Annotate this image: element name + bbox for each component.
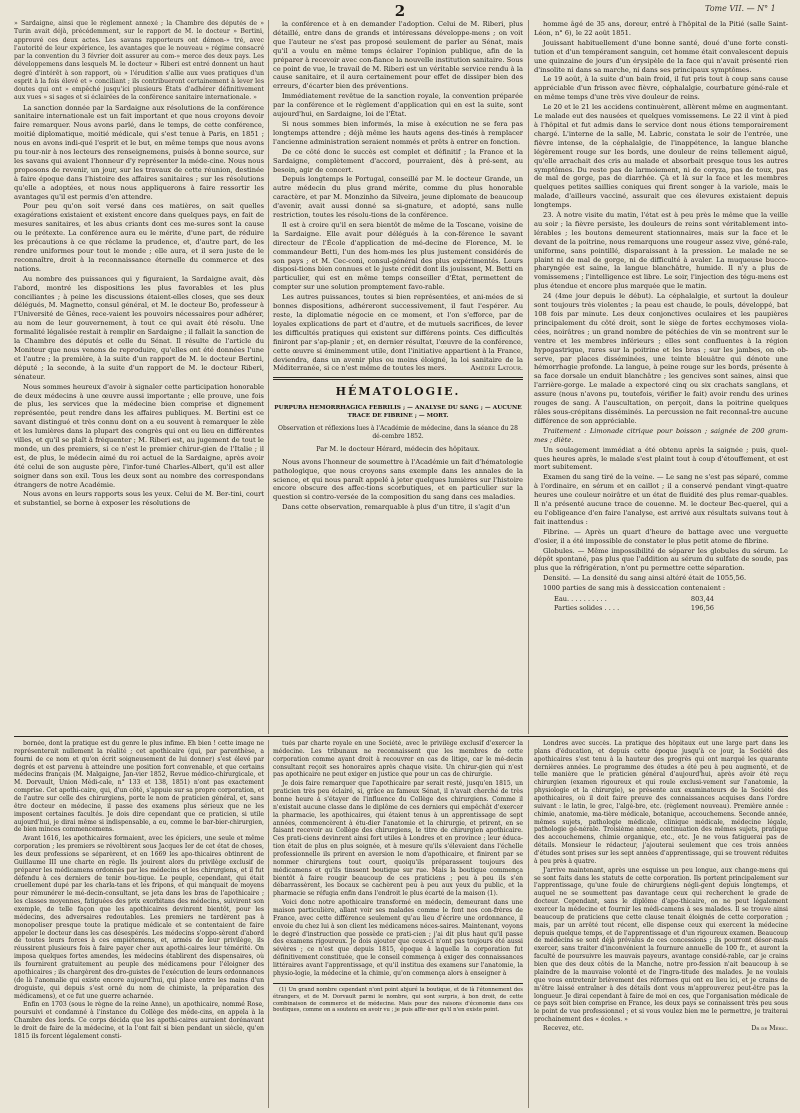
author-signature: Amédée Latour. bbox=[470, 364, 523, 373]
paragraph: la conférence et à en demander l'adoption. Celui de M. Riberi, plus détaillé, entre dans de grands et intéressans développe-mens ; on voit que l'auteur ne s'est pas proposé seulement de parler au Sénat, mais qu'il a voulu en même temps éclairer l'opinion publique, afin de la préparer à recevoir avec con-fiance la nouvelle institution sanitaire. Sous ce point de vue, le travail de M. Riberi est un véritable service rendu à la cause sanitaire, et il aura certainement pour effet de dissiper bien des erreurs, d'écarter bien des préventions. bbox=[273, 20, 523, 91]
composition-table bbox=[554, 595, 714, 613]
quoted-text bbox=[14, 20, 264, 103]
column-rule bbox=[268, 20, 269, 734]
paragraph: Globules. — Même impossibilité de séparer les globules du sérum. Le dépôt spontané, pas plus que l'addition au sérum du sulfate de soude, pas plus que la réfrigération, n'ont pu permettre cette séparation. bbox=[534, 546, 788, 573]
paragraph: Immédiatement revêtue de la sanction royale, la convention préparée par la conférence et le règlement d'application qui en est la suite, sont aujourd'hui, en Sardaigne, loi de l'État. bbox=[273, 92, 523, 119]
paragraph: Dans cette observation, remarquable à plus d'un titre, il s'agit d'un bbox=[282, 503, 511, 512]
paragraph: Fibrine. — Après un quart d'heure de battage avec une verguette d'osier, il a été impossible de constater le plus petit atome de fibrine. bbox=[534, 527, 788, 545]
paragraph: Voici donc notre apothicaire transformé en médecin, demeurant dans une maison particulière, allant voir ses malades comme le font nos con-frères de France, avec cette différence seulement qu'au lieu d'écrire une ordonnance, il envoie du chez lui à son client les médicamens néces-saires. Maintenant, voyons le degré d'instruction que possède ce prati-cien ; j'ai dit plus haut qu'il passe des examens rigoureux. Je dois ajouter que ceux-ci n'ont pas toujours été aussi sévères ; ce n'est que depuis 1815, époque à laquelle la corporation fut définitivement constituée, que le conseil commença à exiger des connaissances littéraires avant l'apprentissage, et qu'il institua des examens sur l'anatomie, la physio-logie, la médecine et la chimie, qu'on commença alors à enseigner à bbox=[273, 899, 523, 977]
paragraph: 1000 parties de sang mis à dessiccation contenaient : bbox=[543, 584, 726, 593]
paragraph: Examen du sang tiré de la veine. — Le sang ne s'est pas séparé, comme à l'ordinaire, en sérum et en caillot ; il a conservé pendant vingt-quatre heures une couleur noirâtre et un état de fluidité des plus remar-quables. Il n'a présenté aucune trace de couenne. M. le docteur Bec-querel, qui a eu l'obligeance d'en faire l'analyse, est arrivé aux résultats suivans tout à fait inattendus : bbox=[534, 473, 788, 526]
paragraph: De ce côté donc le succès est complet et définitif ; la France et la Sardaigne, complètement d'accord, pourraient, dès à pré-sent, au besoin, agir de concert. bbox=[273, 147, 523, 174]
paragraph bbox=[273, 293, 523, 373]
section-rule bbox=[273, 377, 523, 380]
paragraph: Traitement : Limonade citrique pour boisson ; saignée de 200 gram-mes ; diète. bbox=[534, 426, 788, 444]
footnote-text: (1) Un grand nombre cependant n'ont point abjuré la boutique, et de là l'étonnement des étrangers, et de M. Dorvault parmi le nombre, qui sont surpris, à bon droit, de cette combinaison de commerce et de médecine. Mais pour des raisons d'économie dans ces boutiques, comme on a soutenu en avoir vu ; je puis affir-mer qu'il n'en existe point. bbox=[273, 986, 523, 1014]
column-rule bbox=[528, 740, 529, 1108]
section-subtitle: PURPURA HEMORRHAGICA FEBRILIS ; — ANALYSE DU SANG ; — AUCUNE TRACE DE FIBRINE ; — MORT. bbox=[274, 404, 522, 420]
paragraph: Avant 1616, les apothicaires formaient, avec les épiciers, une seule et même corporation ; les premiers se révoltèrent sous Jacques Ier de cet état de choses, les deux professions se séparèrent, et en 1669 les apo-thicaires obtinrent de Guillaume III une charte en règle. Ils jouirent alors du privilège exclusif de préparer les médicamens ordonnés par les médecins et les chirurgiens, et il fut défendu à ces derniers de tenir bou-tique. Le peuple, cependant, qui était cruellement dupé par les charla-tans et les fripons, et qui manquait de moyens pour rémunérer le mé-decin-consultant, se jeta dans les bras de l'apothicaire ; les classes moyennes, fatiguées des prix exorbitans des médecins, suivirent son exemple, de telle façon que les apothicaires devinrent bientôt, pour les médecins, des adversaires redoutables. Les premiers ne tardèrent pas à monopoliser presque toute la pratique médicale et se contentaient de faire appeler le docteur dans les cas désespérés. Les médecins s'oppo-sèrent d'abord de toutes leurs forces à ces empiètemens, et, armés de leur privilège, ils réussirent plusieurs fois à faire payer cher aux apothi-caires leur témérité. On imposa quelques fortes amendes, les médecins établirent des dispensaires, où ils fournirent gratuitement au peuple des médicamens pour l'éloigner des apothicaires ; ils chargèrent des dro-guistes de l'exécution de leurs ordonnances (de là l'anomalie qui existe encore aujourd'hui, qui place entre les mains d'un droguiste, qui depuis s'est orné du nom de chimiste, la préparation des médicamens), et ce fut une guerre acharnée. bbox=[14, 835, 264, 1000]
paragraph: 23. À notre visite du matin, l'état est à peu près le même que la veille au soir ; la fièvre persiste, les douleurs de reins sont véritablement into-lérables ; les boutons demeurent stationnaires, mais sur la face et le devant de la poitrine, nous remarquons une rougeur assez vive, géné-rale, uniforme, sans pointillé, disparaissant à la pression. Le malade ne se plaint ni de mal de gorge, ni de difficulté à avaler. La muqueuse bucco-pharyngée est saine, la langue blanchâtre, humide. Il n'y a plus de vomissemens ; l'intelligence est libre. Le soir, l'injection des tégu-mens est plus étendue et encore plus marquée que le matin. bbox=[534, 211, 788, 291]
table-value: 803,44 bbox=[690, 595, 714, 604]
paragraph: Le 20 et le 21 les accidens continuèrent, allèrent même en augmentant. Le malade eut des nausées et quelques vomissemens. Le 22 il vint à pied à l'hôpital et fut admis dans le service dont nous étions temporairement chargé. L'interne de la salle, M. Labric, constata le soir de l'entrée, une fièvre intense, de la céphalalgie, de l'inappétence, la langue blanche légèrement rouge sur les bords, une douleur de reins tellement aiguë, qu'elle arrachait des cris au malade et absorbait presque tous les autres symptômes. Du reste pas de larmoiement, ni de coryza, pas de toux, pas de mal de gorge, pas de diarrhée. Çà et là sur la face et les membres quelques petites saillies coniques qui firent songer à la variole, mais le malade, d'ailleurs vacciné, assurait que ces élevures existaient depuis longtemps. bbox=[534, 103, 788, 210]
footnote bbox=[273, 983, 523, 1015]
paragraph: 24 (4me jour depuis le début). La céphalalgie, et surtout la douleur sont toujours très violentes ; la peau est chaude, le pouls, développé, bat 108 fois par minute. Les deux conjonctives oculaires et les paupières principalement du côté droit, sont le siège de fortes ecchymoses viola-cées, noirâtres ; un grand nombre de pétéchies de vin se montrent sur le ventre et les membres inférieurs ; elles sont confluentes à la région hypogastrique, rares sur la poitrine et les bras ; sur les jambes, on ob-serve, par places disséminées, une teinte bleuâtre qui dénote une hémorrhagie profonde. La langue, à peine rouge sur les bords, présente à sa face dorsale un enduit blanchâtre ; les gencives sont saines, ainsi que l'arrière-gorge. Le malade a expectoré cinq ou six crachats sanglans, et assure (nous n'avons pu, toutefois, vérifier le fait) avoir rendu des urines rouges de sang. À l'auscultation, on perçoit, dans la poitrine quelques râles sous-crépitans disséminés. La percussion ne fait reconnaî-tre aucune différence de son appréciable. bbox=[534, 292, 788, 425]
paragraph: Depuis longtemps le Portugal, conseillé par M. le docteur Grande, un autre médecin du plus grand mérite, comme du plus honorable caractère, et par M. Monzinho da Silveira, jeune diplomate de beaucoup d'avenir, avait aussi donné sa si-gnature, et adopté, sans nulle restriction, toutes les résolu-tions de la conférence. bbox=[273, 175, 523, 220]
table-value: 196,56 bbox=[690, 603, 714, 612]
paragraph: Enfin en 1703 (sous le règne de la reine Anne), un apothicaire, nommé Rose, poursuivi et condamné à l'instance du Collège des méde-cins, en appela à la Chambre des lords. Ce corps décida que les apothi-caires auraient dorénavant le droit de faire de la médecine, et la l'ont fait si bien pendant un siècle, qu'en 1815 ils forcent légalement consti- bbox=[14, 1001, 264, 1040]
section-note: Observation et réflexions lues à l'Académie de médecine, dans la séance du 28 dé-cembre 1852. bbox=[278, 424, 518, 440]
table-label: Eau. . . . . . . . . . bbox=[554, 595, 607, 604]
author-signature: Dr de Méric. bbox=[751, 1024, 788, 1032]
paragraph: Le 19 août, à la suite d'un bain froid, il fut pris tout à coup sans cause appréciable d'un frisson avec fièvre, céphalalgie, courbature géné-rale et en même temps d'une très vive douleur de reins. bbox=[534, 75, 788, 102]
table-row bbox=[554, 604, 714, 613]
paragraph: Jouissant habituellement d'une bonne santé, doué d'une forte consti-tution et d'un tempérament sanguin, cet homme était convalescent depuis une quinzaine de jours d'un érysipèle de la face qui n'avait présenté rien d'insolite ni dans sa marche, ni dans ses principaux symptômes. bbox=[534, 38, 788, 74]
section-author: Par M. le docteur Hérard, médecin des hôpitaux. bbox=[316, 444, 480, 453]
table-row bbox=[554, 595, 714, 604]
paragraph: Nous avons l'honneur de soumettre à l'Académie un fait d'hématologie pathologique, que nous croyons sans exemple dans les annales de la science, et qui nous paraît appelé à jeter quelques lumières sur l'histoire encore obscure des affec-tions scorbutiques, et en particulier sur la question si contro-versée de la composition du sang dans ces maladies. bbox=[273, 457, 523, 502]
paragraph: Un soulagement immédiat a été obtenu après la saignée ; puis, quel-ques heures après, le malade s'est plaint tout à coup d'étouffement, et est mort subitement. bbox=[534, 445, 788, 472]
paragraph: Si nous sommes bien informés, la mise à exécution ne se fera pas longtemps attendre ; déjà même les hauts agens des-tinés à remplacer l'ancienne administration seraient nommés et prêts à entrer en fonction. bbox=[273, 119, 523, 146]
column-3 bbox=[534, 20, 788, 734]
paragraph: Au nombre des puissances qui y figuraient, la Sardaigne avait, dès l'abord, montré les dispositions les plus favorables et les plus conciliantes ; à peine les discussions étaient-elles closes, que ses deux délégués, M. Magnetto, consul général, et M. le docteur Bo, professeur à l'Université de Gênes, rece-vaient les pouvoirs nécessaires pour adhérer, au nom de leur gouvernement, à tout ce qui avait été résolu. Une formalité légalisée restait à remplir en Sardaigne ; il fallait la sanction de la Chambre des députés et celle du Sénat. Il résulte de l'article du Moniteur que nous venons de reproduire, qu'elles ont été données l'une et l'autre ; la première, à la suite d'un rapport de M. le docteur Bertini, député ; la seconde, à la suite d'un rapport de M. le docteur Riberi, sénateur. bbox=[14, 274, 264, 381]
paragraph: bornée, dont la pratique est du genre le plus infime. Eh bien ! cette image ne représenterait nullement la réalité ; cet apothicaire (qui, par parenthèse, a fourni de ce nom et qu'on écrit soigneusement de lui donner) s'est élevé par degrés et est parvenu à atteindre une position fort convenable, et que certains médecins français (M. Malgaigne, Jan-vier 1852, Revue médico-chirurgicale, et M. Dorvault, Union Médi-cale, n° 133 et 138, 1851) n'ont pas exactement comprise. Cet apothi-caire, qui, d'un côté, s'appuie sur sa propre corporation, et de l'autre sur celle des chirurgiens, porte le nom de praticien général, et, sans être docteur en médecine, il passe des examens plus sérieux que ne les imposent certaines facultés. Je dois dire cependant que ce praticien, si utile aujourd'hui, je dirai même si indispensable, a eu, comme le bar-bier-chirurgien, de bien minces commencemens. bbox=[14, 740, 264, 834]
quote-paragraph: » Sardaigne, ainsi que le règlement annexé ; la Chambre des députés de » Turin avait déjà, précédemment, sur le rapport de M. le docteur » Bertini, approuvé ces deux actes. Les savans rapporteurs ont démon-» tré, avec l'autorité de leur expérience, les avantages que le nouveau » régime consacré par la convention du 3 février doit assurer au com-» merce des deux pays. Les développemens dans lesquels M. le docteur » Riberi est entré donnent un haut degré d'intérêt à son rapport, où » l'érudition s'allie aux vues pratiques d'un esprit à la fois élevé et » conciliant ; ils contribueront certainement à lever les doutes qui ont » empêché jusqu'ici plusieurs États d'adhérer définitivement aux vues » si sages et si éclairées de la conférence sanitaire internationale. » bbox=[14, 20, 264, 102]
closing-line bbox=[534, 1025, 788, 1033]
running-header: Tome VII. — N° 1 bbox=[705, 4, 776, 13]
page-number: 2 bbox=[394, 2, 406, 20]
column-rule bbox=[268, 740, 269, 1108]
feuilleton-column-1 bbox=[14, 740, 264, 1108]
paragraph: Densité. — La densité du sang ainsi altéré était de 1055,56. bbox=[543, 574, 747, 583]
paragraph: Il est à croire qu'il en sera bientôt de même de la Toscane, voisine de la Sardaigne. Elle avait pour délégués à la con-férence le savant directeur de l'École d'application de mé-decine de Florence, M. le commandeur Betti, l'un des hom-mes les plus justement considérés de son pays ; et M. Cec-coni, consul-général des plus expérimentés. Leurs disposi-tions bien connues et le juste crédit dont ils jouissent, M. Betti en particulier, qui est en même temps conseiller d'État, permettent de compter sur une solution promptement favo-rable. bbox=[273, 220, 523, 292]
paragraph-text: Les autres puissances, toutes si bien représentées, et ani-mées de si bonnes dispositions, adhéreront successivement, il faut l'espérer. Au reste, la diplomatie négocie en ce moment, et l'on s'efforce, par de loyales explications de part et d'autre, et de mutuels sacrifices, de lever les difficultés pratiques qui existent sur différens points. Ces difficultés finiront par s'ap-planir ; et, en dernier résultat, l'œuvre de la conférence, cette œuvre si éminemment utile, dont l'initiative appartient à la France, deviendra, dans un avenir plus ou moins éloigné, la loi sanitaire de la Méditerranée, si ce n'est même de toutes les mers. bbox=[273, 293, 523, 373]
feuilleton-column-3 bbox=[534, 740, 788, 1108]
feuilleton-divider bbox=[14, 736, 788, 737]
section-title: HÉMATOLOGIE. bbox=[335, 385, 461, 399]
paragraph: Je dois faire remarquer que l'apothicaire par serait resté, jusqu'en 1815, un praticien très peu éclairé, si, grâce au fameux Sénat, il n'avait cherché de très bonne heure à s'étayer de l'influence du Collège des chirurgiens. Comme il n'existait aucune classe dans le diplôme de ces derniers qui empêchât d'exercer la pharmacie, les apothicaires, qui étaient tenus à un apprentissage de sept années, commencèrent à étu-dier l'anatomie et la chirurgie, et prirent, en se faisant recevoir au Collège des chirurgiens, le titre de chirurgien apothicaire. Ces prati-ciens devinrent ainsi fort utiles à Londres et en province ; leur éduca-tion était de plus en plus soignée, et à mesure qu'ils s'élevaient dans l'échelle professionnelle ils prirent en aversion le nom d'apothicaire, et finirent par se nommer chirurgiens tout court, quoiqu'ils préparassent toujours des médicamens et qu'ils tinssent boutique sur rue. Mais la boutique commença bientôt à faire rougir beaucoup de ces praticiens ; peu à peu ils s'en débarrassèrent, les bocaux se cachèrent peu à peu aux yeux du public, et la pharmacie se réfugia enfin dans l'endroit le plus écarté de la maison (1). bbox=[273, 780, 523, 898]
paragraph: La sanction donnée par la Sardaigne aux résolutions de la conférence sanitaire internationale est un fait important et que nous croyons devoir faire remarquer. Nous avons parlé, dans le temps, de cette conférence, moitié diplomatique, moitié médicale, qui s'est tenue à Paris, en 1851 ; nous en avons indi-qué l'esprit et le but, en même temps que nous avons pu tour-nir à nos lecteurs des renseignemens, puisés à bonne source, sur les savans qui avaient l'honneur d'y représenter la méde-cine. Nous nous proposons de revenir, un jour, sur les travaux de cette réunion, destinée à faire époque dans l'histoire des affaires sanitaires ; sur les résolutions qu'elle a adoptées, et nous nous appliquerons à faire ressortir les avantages qu'il est permis d'en attendre. bbox=[14, 103, 264, 201]
paragraph: tués par charte royale en une Société, avec le privilège exclusif d'exercer la médecine. Les tribunaux ne reconnaissent que les membres de cette corporation comme ayant droit à recouvrer en cas de litige, car le mé-decin consultant reçoit ses honoraires après chaque visite. Un chirur-gien qui n'est pas apothicaire ne peut exiger en justice que pour un cas de chirurgie. bbox=[273, 740, 523, 779]
paragraph: Nous sommes heureux d'avoir à signaler cette participation honorable de deux médecins à une œuvre aussi importante ; elle prouve, une fois de plus, les services que la médecine bien comprise et dignement représentée, peut rendre dans les affaires publiques. M. Bertini est ce savant distingué et très connu dont on a eu souvent à remarquer le zèle et les lumières dans la plupart des congrès qui ont eu lieu en différentes villes, et qu'il se plaît à fréquenter ; M. Riberi est, au jugement de tout le monde, un des premiers, si ce n'est le premier chirur-gien de l'Italie ; il est, de plus, le médecin aimé du roi actuel de la Sardaigne, après avoir été celui de son auguste père, l'infor-tuné Charles-Albert, qu'il est aller soigner dans son exil. Tous les deux sont au nombre des correspondans étrangers de notre Académie. bbox=[14, 382, 264, 489]
paragraph: Pour peu qu'on soit versé dans ces matières, on sait quelles exagérations existaient et existent encore dans quelques pays, en fait de mesures sanitaires, et les abus criants dont ces me-sures sont la cause ou le prétexte. La conférence aura eu le mérite, d'une part, de réduire les précautions à ce que réclame la prudence, et, d'autre part, de les rendre uniformes pour tout le monde ; elle aura, et il sera juste de le reconnaître, droit à la reconnaissance éternelle du commerce et des nations. bbox=[14, 202, 264, 273]
paragraph: J'arrive maintenant, après une esquisse un peu longue, aux change-mens qui se sont faits dans les statuts de cette corporation. Ils portent principalement sur l'apprentissage, qu'une foule de chirurgiens négli-gent depuis longtemps, et auquel ne se soumettent pas davantage ceux qui recherchent le grade de docteur. Cependant, sans le diplôme d'apo-thicaire, on ne peut légalement exercer la médecine et fournir les médi-camens à ses malades. Il se trouve ainsi beaucoup de praticiens que cette clause tenait éloignés de cette corporation ; mais, par un arrêté tout récent, elle dispense ceux qui exercent la médecine depuis quelque temps, et de l'apprentissage et d'un rigoureux examen. Beaucoup de médecins se sont déjà prévalus de ces concessions ; ils pourront désor-mais exercer, sans traiter d'inconvénient la fournure annuelle de 100 fr., et auront la faculté de poursuivre les mauvais payeurs, avantage considé-rable, car je crains bien que des deux côtés de la Manche, notre pro-fession n'ait beaucoup à se plaindre de la mauvaise volonté et de l'ingra-titude des malades. Je ne voulais que vous entretenir brièvement des réformes qui ont eu lieu ici, et je crains de m'être laissé entraîner à des détails dont vous m'approuverez peut-être pas la longueur. Je dirai cependant à faire de moi en ces, que l'organisation médicale de ce pays soit bien comprise en France, les deux pays se connaissent très peu sous le point de vue professionnel ; et si vous voulez bien me le permettre, je traiterai prochainement des « écoles. » bbox=[534, 866, 788, 1024]
paragraph: Londres avec succès. La pratique des hôpitaux eut une large part dans les plans d'éducation, et depuis cette époque jusqu'à ce jour, la Société des apothicaires s'est tenu à la hauteur des progrès qui ont marqué les quarante dernières années. Le programme des études a été peu à peu augmenté, et de telle manière que le praticien général d'aujourd'hui, après avoir été reçu chirurgien (examen rigoureux et qui roule exclusi-vement sur l'anatomie, la physiologie et la chirurgie), se présente aux examinateurs de la Société des apothicaires, où il doit faire preuve des connaissances acquises dans l'ordre suivant : le latin, le grec, l'algè-bre, etc. (règlement nouveau). Première année : chimie, anatomie, ma-tière médicale, botanique, accouchemens. Seconde année, mêmes sujets, pathologie médicale, clinique médicale, médecine légale, pathologie gé-nérale. Troisième année, continuation des mêmes sujets, pratique des accouchemens, chimie organique, etc., etc. Je ne vous fatiguerai pas de détails. Monsieur le rédacteur, j'ajouterai seulement que ces trois années d'études sont prises sur les sept années d'apprentissage, qui se trouvent réduites à peu près à quatre. bbox=[534, 740, 788, 865]
feuilleton-column-2 bbox=[273, 740, 523, 1108]
column-rule bbox=[528, 20, 529, 734]
closing-text: Recevez, etc. bbox=[543, 1024, 584, 1032]
table-label: Parties solides . . . . bbox=[554, 603, 620, 612]
column-2 bbox=[273, 20, 523, 734]
column-1 bbox=[14, 20, 264, 734]
paragraph: homme âgé de 35 ans, doreur, entré à l'hôpital de la Pitié (salle Saint-Léon, n° 6), le 22 août 1851. bbox=[534, 20, 788, 37]
paragraph: Nous avons en leurs rapports sous les yeux. Celui de M. Ber-tini, court et substantiel, se borne à exposer les résolutions de bbox=[14, 490, 264, 508]
